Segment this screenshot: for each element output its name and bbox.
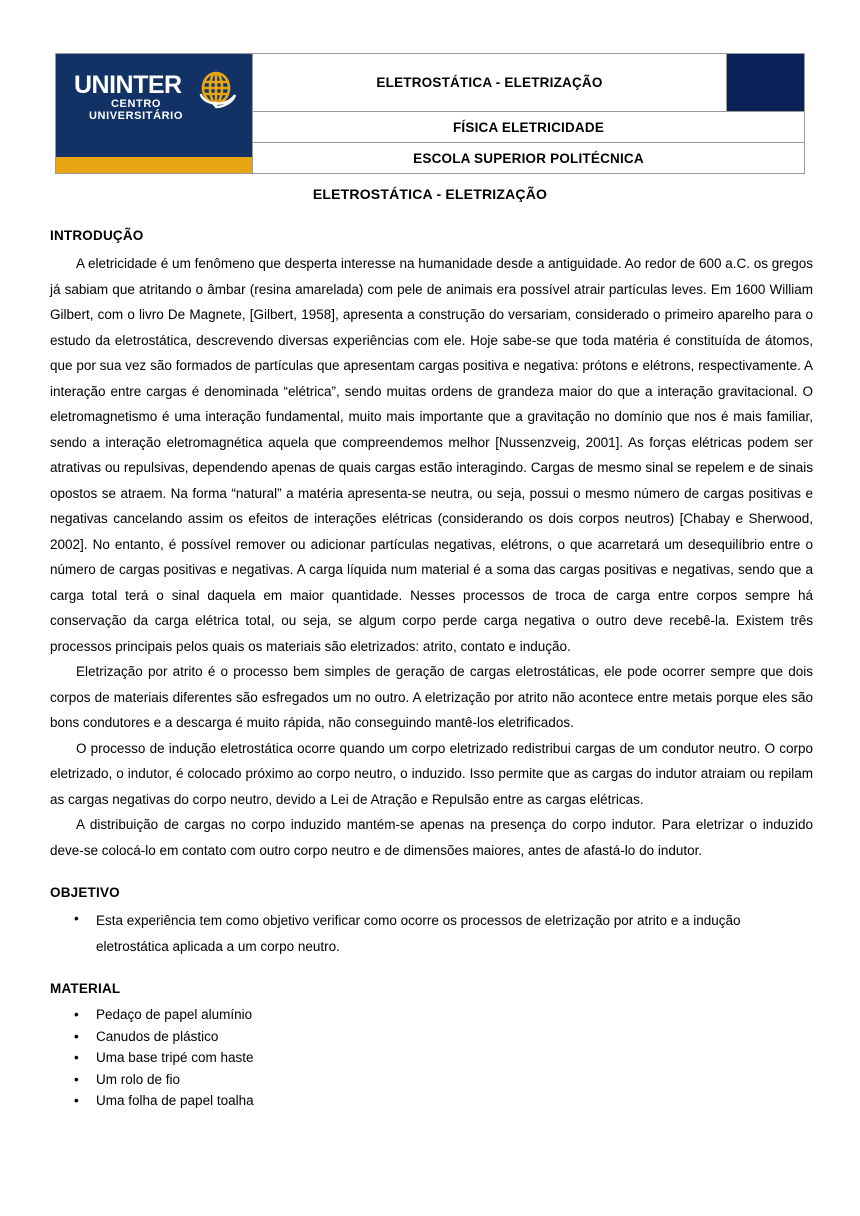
bullet-icon: •	[74, 1028, 79, 1044]
bullet-icon: •	[74, 1093, 79, 1108]
section-heading-introducao: INTRODUÇÃO	[50, 228, 144, 243]
list-item-label: Uma base tripé com haste	[96, 1050, 254, 1065]
list-item	[74, 908, 813, 959]
list-item	[74, 1026, 813, 1048]
page-title: ELETROSTÁTICA - ELETRIZAÇÃO	[312, 186, 548, 202]
section-heading-objetivo: OBJETIVO	[50, 885, 120, 900]
list-item	[74, 1090, 813, 1112]
logo-brand-name: UNINTER	[74, 71, 182, 99]
list-item	[74, 1047, 813, 1069]
uninter-logo-cell	[56, 54, 253, 174]
document-body	[50, 228, 813, 1112]
section-heading-material: MATERIAL	[50, 981, 121, 996]
paragraph-intro-3: O processo de indução eletrostática ocorre quando um corpo eletrizado redistribui cargas de um condutor neutro. O corpo eletrizado, o indutor, é colocado próximo ao corpo neutro, o induzido. Isso permite que as cargas do indutor atraiam ou repilam as cargas negativas do corpo neutro, devido a Lei de Atração e Repulsão entre as cargas elétricas.	[50, 740, 813, 807]
globe-icon	[194, 68, 240, 114]
list-item-label: Pedaço de papel alumínio	[96, 1007, 253, 1022]
logo-inner	[56, 54, 252, 173]
logo-subtitle-line-1: CENTRO	[110, 98, 162, 110]
material-list	[50, 1004, 813, 1112]
bullet-icon: •	[74, 1071, 79, 1087]
bullet-icon: •	[74, 911, 79, 926]
logo-subtitle-line-2: UNIVERSITÁRIO	[89, 110, 183, 122]
bullet-icon: •	[74, 1007, 79, 1022]
bullet-icon: •	[74, 1050, 79, 1065]
header-row-1	[56, 54, 805, 112]
header-title-main: ELETROSTÁTICA - ELETRIZAÇÃO	[253, 54, 727, 112]
list-item-label: Esta experiência tem como objetivo verificar como ocorre os processos de eletrização por atrito e a indução eletrostática aplicada a um corpo neutro.	[96, 913, 741, 954]
list-item	[74, 1004, 813, 1026]
header-title-school: ESCOLA SUPERIOR POLITÉCNICA	[253, 143, 805, 174]
list-item-label: Canudos de plástico	[96, 1028, 219, 1044]
list-item-label: Uma folha de papel toalha	[96, 1093, 254, 1108]
header-navy-block	[727, 54, 805, 112]
header-title-course: FÍSICA ELETRICIDADE	[253, 112, 805, 143]
paragraph-intro-4: A distribuição de cargas no corpo induzido mantém-se apenas na presença do corpo indutor. Para eletrizar o induzido deve-se colocá-lo em contato com outro corpo neutro e de dimensões maiores, antes de afastá-lo do indutor.	[50, 817, 813, 858]
list-item-label: Um rolo de fio	[96, 1071, 181, 1087]
paragraph-intro-1: A eletricidade é um fenômeno que desperta interesse na humanidade desde a antiguidade. Ao redor de 600 a.C. os gregos já sabiam que atritando o âmbar (resina amarelada) com pele de animais era possível atrair partículas leves. Em 1600 William Gilbert, com o livro De Magnete, [Gilbert, 1958], apresenta a construção do versariam, considerado o primeiro aparelho para o estudo da eletrostática, descrevendo diversas experiências com ele. Hoje sabe-se que toda matéria é constituída de átomos, que por sua vez são formados de partículas que apresentam cargas positiva e negativa: prótons e elétrons, respectivamente. A interação entre cargas é denominada “elétrica”, sendo muitas ordens de grandeza maior do que a interação gravitacional. O eletromagnetismo é uma interação fundamental, muito mais importante que a gravitação no domínio que nos é mais familiar, sendo a interação eletromagnética aquela que compreendemos melhor [Nussenzveig, 2001]. As forças elétricas podem ser atrativas ou repulsivas, dependendo apenas de quais cargas estão interagindo. Cargas de mesmo sinal se repelem e de sinais opostos se atraem. Na forma “natural” a matéria apresenta-se neutra, ou seja, possui o mesmo número de cargas positivas e negativas cancelando assim os efeitos de interações elétricas (considerando os dois corpos neutros) [Chabay e Sherwood, 2002]. No entanto, é possível remover ou adicionar partículas negativas, elétrons, o que acarretará um desequilíbrio entre o número de cargas positivas e negativas. A carga líquida num material é a soma das cargas positivas e negativas, sendo que a carga total terá o sinal daquela em maior quantidade. Nesses processos de troca de carga entre corpos sempre há conservação da carga elétrica total, ou seja, se algum corpo perde carga negativa o outro deve recebê-la. Existem três processos principais pelos quais os materiais são eletrizados: atrito, contato e indução.	[50, 256, 814, 654]
list-item	[74, 1069, 813, 1091]
paragraph-intro-2: Eletrização por atrito é o processo bem simples de geração de cargas eletrostáticas, ele pode ocorrer sempre que dois corpos de materiais diferentes são esfregados um no outro. A eletrização por atrito não acontece entre metais porque eles são bons condutores e a descarga é muito rápida, não conseguindo mantê-los eletrificados.	[50, 664, 813, 730]
document-header-table	[55, 53, 805, 174]
objetivo-list	[50, 908, 813, 959]
logo-gold-bar	[56, 157, 252, 173]
